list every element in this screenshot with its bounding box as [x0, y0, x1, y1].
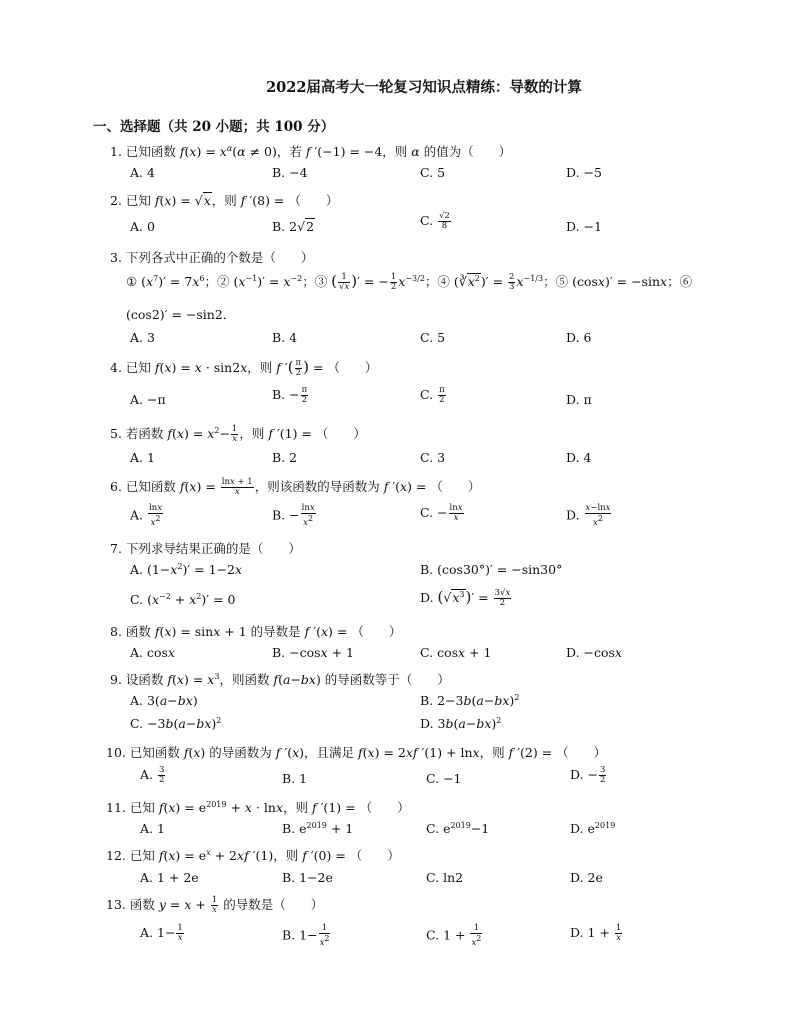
- option-9b[interactable]: B. $2-3b(a-bx)^2$: [420, 693, 520, 709]
- question-2: 2. 已知 f(x) = √x，则 f ′(8) = （ ）: [110, 193, 339, 208]
- question-9: 9. 设函数 $f(x) = x^3$，则函数 f(a−bx) 的导函数等于（ ）: [110, 671, 450, 687]
- question-12: 12. 已知 $f(x) = e^x + 2xf$ ′(1)，则 f ′(0) = （ ）: [106, 847, 400, 863]
- question-5: 5. 若函数 $f(x) = x^2-$ $\frac{1}{x}$ ，则 f ′(1) = （ ）: [110, 424, 366, 444]
- option-4b[interactable]: B. − $\frac{\pi}{2}$: [272, 385, 308, 405]
- option-9a[interactable]: A. 3(a−bx): [130, 693, 198, 708]
- option-4a[interactable]: A. −π: [130, 392, 166, 407]
- question-10: 10. 已知函数 f(x) 的导函数为 f ′(x)，且满足 f(x) = 2xf ′(1) + lnx，则 f ′(2) = （ ）: [106, 745, 607, 760]
- question-6: 6. 已知函数 f(x) = $\frac{\ln x + 1}{x}$ ，则该函数的导函数为 f ′(x) = （ ）: [110, 477, 481, 497]
- option-8a[interactable]: A. cosx: [130, 645, 175, 660]
- question-8: 8. 函数 f(x) = sinx + 1 的导数是 f ′(x) = （ ）: [110, 624, 402, 639]
- option-6c[interactable]: C. − $\frac{\ln x}{x}$: [420, 503, 463, 523]
- option-7a[interactable]: A. $(1-x^2)' = 1-2x$: [130, 562, 243, 578]
- option-8b[interactable]: B. −cosx + 1: [272, 645, 354, 660]
- option-7b[interactable]: B. (cos30°)′ = −sin30°: [420, 562, 563, 577]
- option-10c[interactable]: C. −1: [426, 771, 462, 786]
- option-2b[interactable]: B. 2√2: [272, 219, 315, 234]
- question-3-items: ① $(x^7)' = 7x^6$；② $(x^{-1})' = x^{-2}$；③ ( $\frac{1}{√x}$ )′ = − $\frac{1}{2}$ $x^{-3/2}$；④ $(∛x^2)'$ = $\frac{2}{3}$ $x^{-1/3}$；⑤ (cosx)′ = −sinx；⑥: [126, 272, 693, 292]
- question-7: 7. 下列求导结果正确的是（ ）: [110, 541, 301, 556]
- question-3-items-cont: (cos2)′ = −sin2．: [126, 307, 236, 322]
- option-8d[interactable]: D. −cosx: [566, 645, 623, 660]
- option-5d[interactable]: D. 4: [566, 450, 592, 465]
- option-4d[interactable]: D. π: [566, 392, 592, 407]
- section-heading: 一、选择题（共 20 小题；共 100 分）: [93, 119, 335, 135]
- option-1a[interactable]: A. 4: [130, 165, 155, 180]
- option-12d[interactable]: D. 2e: [570, 870, 603, 885]
- option-5b[interactable]: B. 2: [272, 450, 298, 465]
- option-6b[interactable]: B. − $\frac{\ln x}{x^2}$: [272, 503, 315, 528]
- option-3b[interactable]: B. 4: [272, 330, 298, 345]
- option-3d[interactable]: D. 6: [566, 330, 592, 345]
- question-3: 3. 下列各式中正确的个数是（ ）: [110, 250, 314, 265]
- question-11: 11. 已知 $f(x) = e^{2019} + x \cdot \ln x$，则 f ′(1) = （ ）: [106, 799, 410, 815]
- document-title: 2022届高考大一轮复习知识点精练：导数的计算: [266, 79, 582, 96]
- option-10b[interactable]: B. 1: [282, 771, 308, 786]
- option-12c[interactable]: C. ln2: [426, 870, 464, 885]
- option-9d[interactable]: D. $3b(a-bx)^2$: [420, 716, 502, 732]
- option-9c[interactable]: C. $-3b(a-bx)^2$: [130, 716, 222, 732]
- option-12b[interactable]: B. 1−2e: [282, 870, 333, 885]
- option-13a[interactable]: A. 1− $\frac{1}{x}$: [140, 923, 183, 943]
- option-12a[interactable]: A. 1 + 2e: [140, 870, 199, 885]
- question-1: 1. 已知函数 $f(x) = x^\alpha(\alpha \ne 0)$，若 f ′(−1) = −4，则 α 的值为（ ）: [110, 143, 512, 159]
- option-5c[interactable]: C. 3: [420, 450, 446, 465]
- option-11d[interactable]: D. $e^{2019}$: [570, 821, 616, 837]
- option-13c[interactable]: C. 1 + $\frac{1}{x^2}$: [426, 923, 482, 948]
- option-8c[interactable]: C. cosx + 1: [420, 645, 492, 660]
- option-7d[interactable]: D. $(√x^3)'$ = $\frac{3√x}{2}$: [420, 588, 511, 608]
- option-11a[interactable]: A. 1: [140, 821, 165, 836]
- option-10d[interactable]: D. − $\frac{3}{2}$: [570, 765, 606, 785]
- option-1d[interactable]: D. −5: [566, 165, 602, 180]
- option-1b[interactable]: B. −4: [272, 165, 308, 180]
- question-4: 4. 已知 f(x) = x · sin2x，则 f ′( $\frac{\pi}{2}$ ) = （ ）: [110, 358, 378, 378]
- option-7c[interactable]: C. $(x^{-2} + x^2)' = 0$: [130, 592, 236, 608]
- option-5a[interactable]: A. 1: [130, 450, 155, 465]
- option-2c[interactable]: C. $\frac{√2}{8}$: [420, 211, 450, 231]
- option-2a[interactable]: A. 0: [130, 219, 155, 234]
- option-3c[interactable]: C. 5: [420, 330, 446, 345]
- question-13: 13. 函数 y = x + $\frac{1}{x}$ 的导数是（ ）: [106, 895, 324, 915]
- option-10a[interactable]: A. $\frac{3}{2}$: [140, 765, 165, 785]
- option-6d[interactable]: D. $\frac{x-\ln x}{x^2}$: [566, 503, 611, 528]
- option-13b[interactable]: B. 1− $\frac{1}{x^2}$: [282, 923, 330, 948]
- option-6a[interactable]: A. $\frac{\ln x}{x^2}$: [130, 503, 162, 528]
- option-2d[interactable]: D. −1: [566, 219, 602, 234]
- option-1c[interactable]: C. 5: [420, 165, 446, 180]
- option-11b[interactable]: B. $e^{2019} + 1$: [282, 821, 354, 837]
- option-13d[interactable]: D. 1 + $\frac{1}{x}$: [570, 923, 622, 943]
- option-3a[interactable]: A. 3: [130, 330, 155, 345]
- option-4c[interactable]: C. $\frac{\pi}{2}$: [420, 385, 445, 405]
- option-11c[interactable]: C. $e^{2019}-1$: [426, 821, 490, 837]
